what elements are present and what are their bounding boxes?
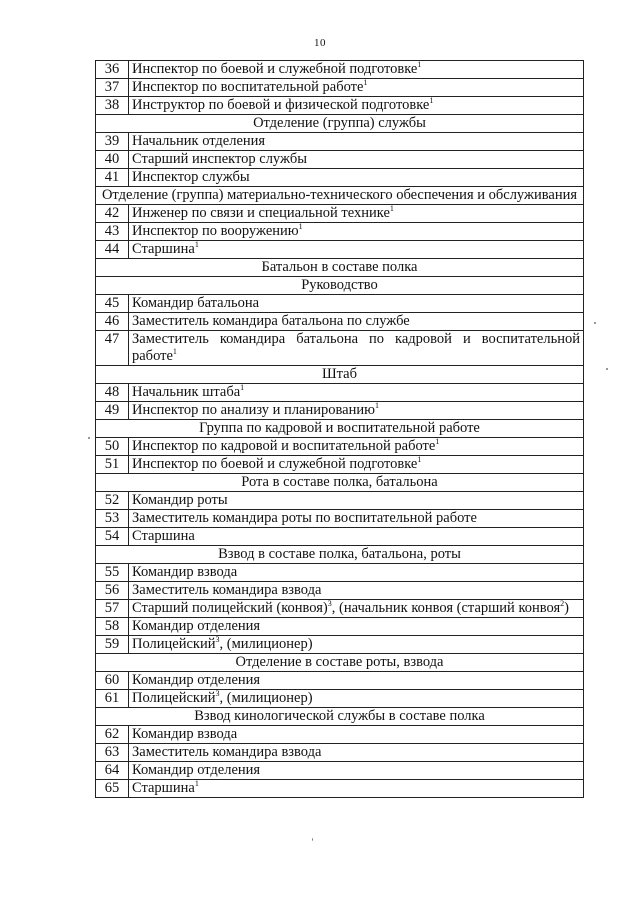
- position-title: Заместитель командира роты по воспитательной работе: [132, 510, 477, 526]
- position-title-continuation: , (милиционер): [219, 636, 313, 652]
- footnote-marker: 3: [215, 635, 220, 644]
- position-title-cell: [129, 510, 584, 528]
- position-row: [96, 295, 584, 313]
- position-number: 49: [96, 402, 129, 420]
- position-number: 65: [96, 780, 129, 798]
- position-row: [96, 241, 584, 259]
- position-row: [96, 618, 584, 636]
- section-title: Взвод в составе полка, батальона, роты: [96, 546, 584, 564]
- position-title-cell: [129, 672, 584, 690]
- footnote-marker: 1: [374, 401, 379, 410]
- position-title: Заместитель командира батальона по кадровой и воспитательной работе: [132, 331, 580, 364]
- position-title-cell: [129, 331, 584, 366]
- position-number: 50: [96, 438, 129, 456]
- position-title: Заместитель командира батальона по службе: [132, 313, 410, 329]
- section-title: Взвод кинологической службы в составе полка: [96, 708, 584, 726]
- position-title: Заместитель командира взвода: [132, 744, 322, 760]
- position-row: [96, 79, 584, 97]
- position-row: [96, 726, 584, 744]
- position-number: 63: [96, 744, 129, 762]
- position-row: [96, 672, 584, 690]
- section-header-row: [96, 546, 584, 564]
- footnote-marker: 1: [172, 347, 177, 356]
- position-title: Инспектор по кадровой и воспитательной работе: [132, 438, 436, 454]
- section-title: Отделение (группа) службы: [96, 115, 584, 133]
- footnote-marker: 1: [417, 60, 422, 69]
- footnote-marker: 1: [389, 204, 394, 213]
- position-row: [96, 600, 584, 618]
- position-title: Начальник отделения: [132, 133, 266, 149]
- position-title-cell: [129, 241, 584, 259]
- position-row: [96, 97, 584, 115]
- position-row: [96, 528, 584, 546]
- section-header-row: [96, 277, 584, 295]
- position-title-cell: [129, 151, 584, 169]
- position-title-cell: [129, 690, 584, 708]
- footnote-marker: 2: [560, 599, 565, 608]
- position-title: Инспектор по боевой и служебной подготовке: [132, 61, 418, 77]
- position-title: Инспектор по боевой и служебной подготовке: [132, 456, 418, 472]
- position-title: Старшина: [132, 780, 195, 796]
- scan-speck: [312, 838, 313, 841]
- position-title-cell: [129, 205, 584, 223]
- scan-speck: [88, 437, 90, 439]
- position-title: Командир батальона: [132, 295, 260, 311]
- position-title-cell: [129, 169, 584, 187]
- position-row: [96, 744, 584, 762]
- scan-speck: [606, 368, 608, 370]
- position-row: [96, 636, 584, 654]
- position-title: Инспектор по анализу и планированию: [132, 402, 375, 418]
- position-title-cell: [129, 402, 584, 420]
- position-title: Командир отделения: [132, 672, 261, 688]
- position-title: Командир взвода: [132, 564, 238, 580]
- position-number: 57: [96, 600, 129, 618]
- footnote-marker: 1: [298, 222, 303, 231]
- position-number: 48: [96, 384, 129, 402]
- footnote-marker: 3: [215, 689, 220, 698]
- position-title-cell: [129, 744, 584, 762]
- position-row: [96, 223, 584, 241]
- position-row: [96, 582, 584, 600]
- position-number: 47: [96, 331, 129, 366]
- position-title: Инспектор по воспитательной работе: [132, 79, 364, 95]
- position-number: 38: [96, 97, 129, 115]
- position-title: Командир отделения: [132, 618, 261, 634]
- position-title: Инженер по связи и специальной технике: [132, 205, 390, 221]
- position-title: Старшина: [132, 528, 195, 544]
- position-row: [96, 151, 584, 169]
- position-title: Инспектор по вооружению: [132, 223, 299, 239]
- position-number: 43: [96, 223, 129, 241]
- position-title-continuation: , (милиционер): [219, 690, 313, 706]
- scan-speck: [594, 322, 596, 324]
- position-title-cell: [129, 528, 584, 546]
- section-title: Отделение в составе роты, взвода: [96, 654, 584, 672]
- position-title-cell: [129, 582, 584, 600]
- position-title-cell: [129, 313, 584, 331]
- position-title: Полицейский: [132, 636, 216, 652]
- position-title-cell: [129, 600, 584, 618]
- position-number: 61: [96, 690, 129, 708]
- section-header-row: [96, 654, 584, 672]
- position-row: [96, 205, 584, 223]
- position-title-continuation: , (начальник конвоя (старший конвоя: [331, 600, 561, 616]
- section-title: Батальон в составе полка: [96, 259, 584, 277]
- position-title: Командир отделения: [132, 762, 261, 778]
- position-title: Командир роты: [132, 492, 228, 508]
- position-title: Старшина: [132, 241, 195, 257]
- section-title: Рота в составе полка, батальона: [96, 474, 584, 492]
- position-row: [96, 564, 584, 582]
- position-title-cell: [129, 636, 584, 654]
- position-number: 40: [96, 151, 129, 169]
- position-number: 59: [96, 636, 129, 654]
- footnote-marker: 1: [363, 78, 368, 87]
- position-title: Заместитель командира взвода: [132, 582, 322, 598]
- position-title-cell: [129, 780, 584, 798]
- staff-position-table-body: [96, 61, 584, 798]
- section-header-row: [96, 474, 584, 492]
- section-header-row: [96, 259, 584, 277]
- position-title-cell: [129, 726, 584, 744]
- position-row: [96, 492, 584, 510]
- section-header-row: [96, 366, 584, 384]
- position-number: 55: [96, 564, 129, 582]
- position-title-cell: [129, 61, 584, 79]
- position-number: 51: [96, 456, 129, 474]
- section-header-row: [96, 115, 584, 133]
- position-number: 46: [96, 313, 129, 331]
- position-title-continuation: ): [564, 600, 569, 616]
- position-number: 62: [96, 726, 129, 744]
- position-row: [96, 402, 584, 420]
- section-title: Отделение (группа) материально-технического обеспечения и обслуживания: [96, 187, 584, 205]
- position-title: Старший полицейский (конвоя): [132, 600, 328, 616]
- position-row: [96, 331, 584, 366]
- position-title: Полицейский: [132, 690, 216, 706]
- position-number: 64: [96, 762, 129, 780]
- position-title-cell: [129, 223, 584, 241]
- section-title: Руководство: [96, 277, 584, 295]
- position-title-cell: [129, 438, 584, 456]
- position-number: 56: [96, 582, 129, 600]
- position-title: Старший инспектор службы: [132, 151, 307, 167]
- position-row: [96, 762, 584, 780]
- position-title: Командир взвода: [132, 726, 238, 742]
- footnote-marker: 1: [194, 779, 199, 788]
- position-row: [96, 510, 584, 528]
- position-row: [96, 384, 584, 402]
- position-title-cell: [129, 564, 584, 582]
- position-title-cell: [129, 79, 584, 97]
- footnote-marker: 1: [194, 240, 199, 249]
- position-row: [96, 780, 584, 798]
- position-row: [96, 438, 584, 456]
- position-number: 37: [96, 79, 129, 97]
- position-row: [96, 690, 584, 708]
- position-number: 36: [96, 61, 129, 79]
- position-row: [96, 456, 584, 474]
- position-title: Инспектор службы: [132, 169, 250, 185]
- position-row: [96, 169, 584, 187]
- position-number: 39: [96, 133, 129, 151]
- position-title-cell: [129, 618, 584, 636]
- section-title: Группа по кадровой и воспитательной работе: [96, 420, 584, 438]
- position-title-cell: [129, 492, 584, 510]
- footnote-marker: 1: [435, 437, 440, 446]
- footnote-marker: 3: [327, 599, 332, 608]
- position-number: 44: [96, 241, 129, 259]
- position-number: 42: [96, 205, 129, 223]
- position-title-cell: [129, 384, 584, 402]
- footnote-marker: 1: [240, 383, 245, 392]
- position-title: Начальник штаба: [132, 384, 241, 400]
- position-row: [96, 61, 584, 79]
- footnote-marker: 1: [417, 455, 422, 464]
- position-number: 60: [96, 672, 129, 690]
- position-title-cell: [129, 295, 584, 313]
- position-number: 41: [96, 169, 129, 187]
- position-number: 54: [96, 528, 129, 546]
- section-title: Штаб: [96, 366, 584, 384]
- position-title-cell: [129, 762, 584, 780]
- position-number: 52: [96, 492, 129, 510]
- position-title-cell: [129, 456, 584, 474]
- page-number: 10: [314, 37, 326, 49]
- position-row: [96, 313, 584, 331]
- position-number: 58: [96, 618, 129, 636]
- position-number: 45: [96, 295, 129, 313]
- footnote-marker: 1: [429, 96, 434, 105]
- section-header-row: [96, 420, 584, 438]
- section-header-row: [96, 187, 584, 205]
- staff-position-table: [95, 60, 584, 798]
- position-title-cell: [129, 133, 584, 151]
- position-title: Инструктор по боевой и физической подготовке: [132, 97, 430, 113]
- position-row: [96, 133, 584, 151]
- section-header-row: [96, 708, 584, 726]
- position-number: 53: [96, 510, 129, 528]
- position-title-cell: [129, 97, 584, 115]
